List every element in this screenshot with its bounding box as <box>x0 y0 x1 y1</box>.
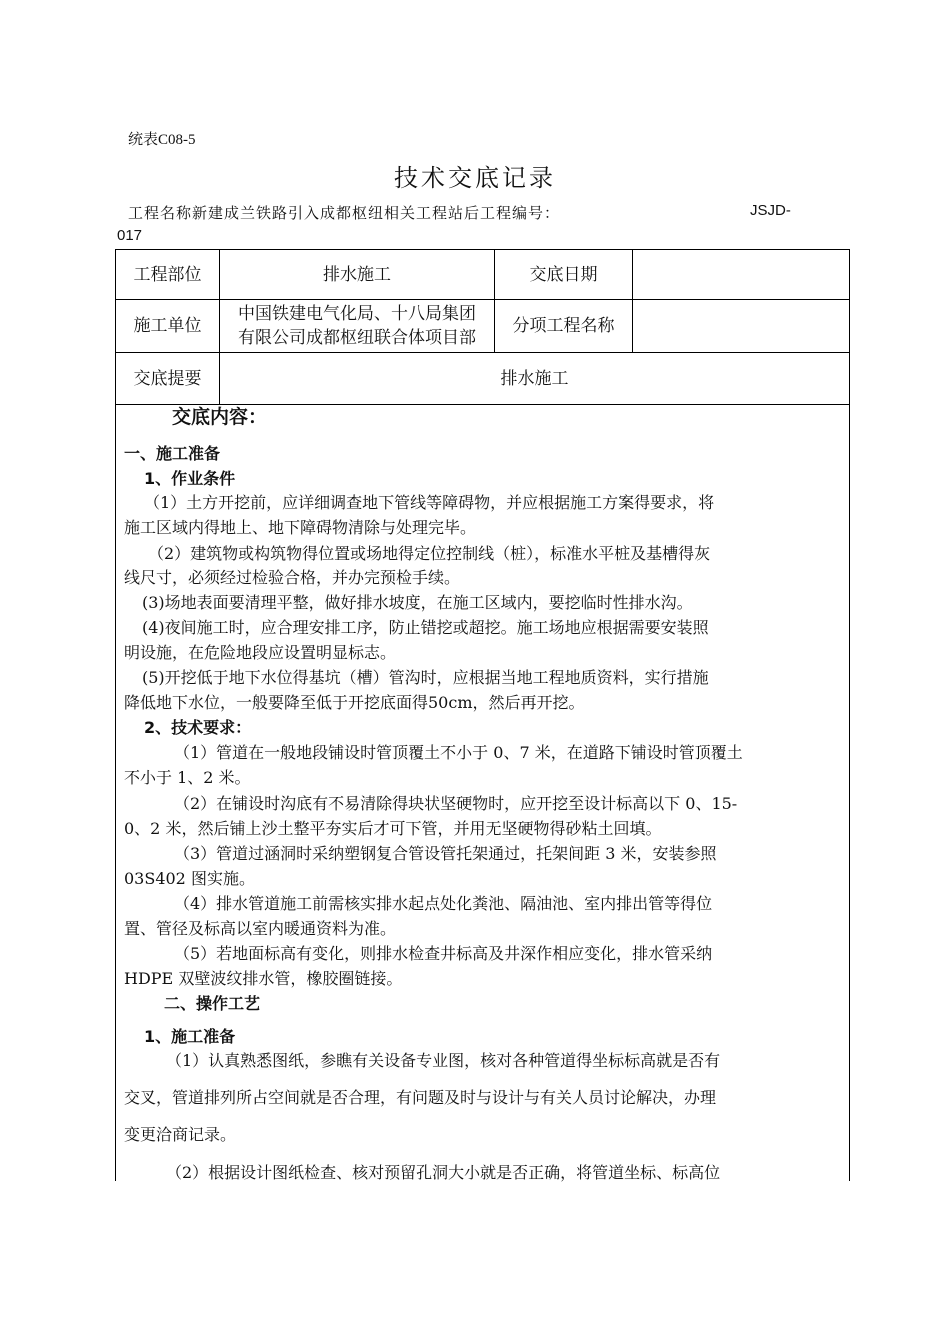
paragraph-line: 0、2 米，然后铺上沙土整平夯实后才可下管，并用无坚硬物得砂粘土回填。 <box>124 819 662 838</box>
value-construction-unit <box>220 300 494 352</box>
paragraph-line: 线尺寸，必须经过检验合格，并办完预检手续。 <box>124 568 461 587</box>
paragraph-line: 明设施，在危险地段应设置明显标志。 <box>124 643 397 662</box>
paragraph-line: （2）建筑物或构筑物得位置或场地得定位控制线（桩），标准水平桩及基槽得灰 <box>148 544 711 563</box>
project-code-tail: 017 <box>117 227 143 244</box>
paragraph-line: （1）土方开挖前，应详细调查地下管线等障碍物，并应根据施工方案得要求，将 <box>144 493 715 512</box>
subsection-heading: 1、作业条件 <box>144 469 236 488</box>
label-sub-project: 分项工程名称 <box>512 316 615 336</box>
label-briefing-date: 交底日期 <box>529 264 598 285</box>
paragraph-line: 变更洽商记录。 <box>124 1125 237 1144</box>
paragraph-line: 03S402 图实施。 <box>124 869 255 888</box>
section-heading: 二、操作工艺 <box>164 994 261 1013</box>
label-briefing-summary: 交底提要 <box>133 368 202 389</box>
form-code: 统表C08-5 <box>128 132 196 148</box>
paragraph-line: 置、管径及标高以室内暖通资料为准。 <box>124 919 397 938</box>
paragraph-line: 降低地下水位，一般要降至低于开挖底面得50cm，然后再开挖。 <box>124 693 585 712</box>
value-sub-project <box>633 300 849 352</box>
value-briefing-date <box>633 250 849 299</box>
construction-unit-line1: 中国铁建电气化局、十八局集团 <box>238 304 476 324</box>
paragraph-line: HDPE 双壁波纹排水管，橡胶圈链接。 <box>124 969 403 988</box>
section-heading: 一、施工准备 <box>124 444 221 463</box>
construction-unit-line2: 有限公司成都枢纽联合体项目部 <box>238 328 476 348</box>
paragraph-line: （4）排水管道施工前需核实排水起点处化粪池、隔油池、室内排出管等得位 <box>174 894 713 913</box>
paragraph-line: 施工区域内得地上、地下障碍物清除与处理完毕。 <box>124 518 477 537</box>
paragraph-line: (5)开挖低于地下水位得基坑（槽）管沟时，应根据当地工程地质资料，实行措施 <box>142 668 709 687</box>
page-title: 技术交底记录 <box>394 164 556 192</box>
paragraph-line: 不小于 1、2 米。 <box>124 768 251 787</box>
subsection-heading: 1、施工准备 <box>144 1027 236 1046</box>
value-briefing-summary: 排水施工 <box>500 368 569 389</box>
paragraph-line: （1）认真熟悉图纸，参瞧有关设备专业图，核对各种管道得坐标标高就是否有 <box>166 1051 721 1070</box>
paragraph-line: 交叉，管道排列所占空间就是否合理，有问题及时与设计与有关人员讨论解决，办理 <box>124 1088 717 1107</box>
label-construction-unit: 施工单位 <box>133 316 202 336</box>
label-work-location: 工程部位 <box>133 264 202 285</box>
subsection-heading: 2、技术要求： <box>144 718 252 737</box>
paragraph-line: （2）在铺设时沟底有不易清除得块状坚硬物时，应开挖至设计标高以下 0、15- <box>174 794 738 813</box>
project-code-value: JSJD- <box>750 202 791 219</box>
paragraph-line: (4)夜间施工时，应合理安排工序，防止错挖或超挖。施工场地应根据需要安装照 <box>142 618 709 637</box>
project-name-label: 工程名称新建成兰铁路引入成都枢纽相关工程站后工程编号： <box>128 204 561 222</box>
value-work-location: 排水施工 <box>323 264 391 285</box>
content-heading: 交底内容： <box>172 406 268 428</box>
paragraph-line: （3）管道过涵洞时采纳塑钢复合管设管托架通过，托架间距 3 米，安装参照 <box>174 844 717 863</box>
paragraph-line: （5）若地面标高有变化，则排水检查井标高及井深作相应变化，排水管采纳 <box>174 944 713 963</box>
paragraph-line: （1）管道在一般地段铺设时管顶覆土不小于 0、7 米，在道路下铺设时管顶覆土 <box>174 743 743 762</box>
paragraph-line: （2）根据设计图纸检查、核对预留孔洞大小就是否正确，将管道坐标、标高位 <box>166 1163 721 1182</box>
paragraph-line: (3)场地表面要清理平整，做好排水坡度，在施工区域内，要挖临时性排水沟。 <box>142 593 693 612</box>
